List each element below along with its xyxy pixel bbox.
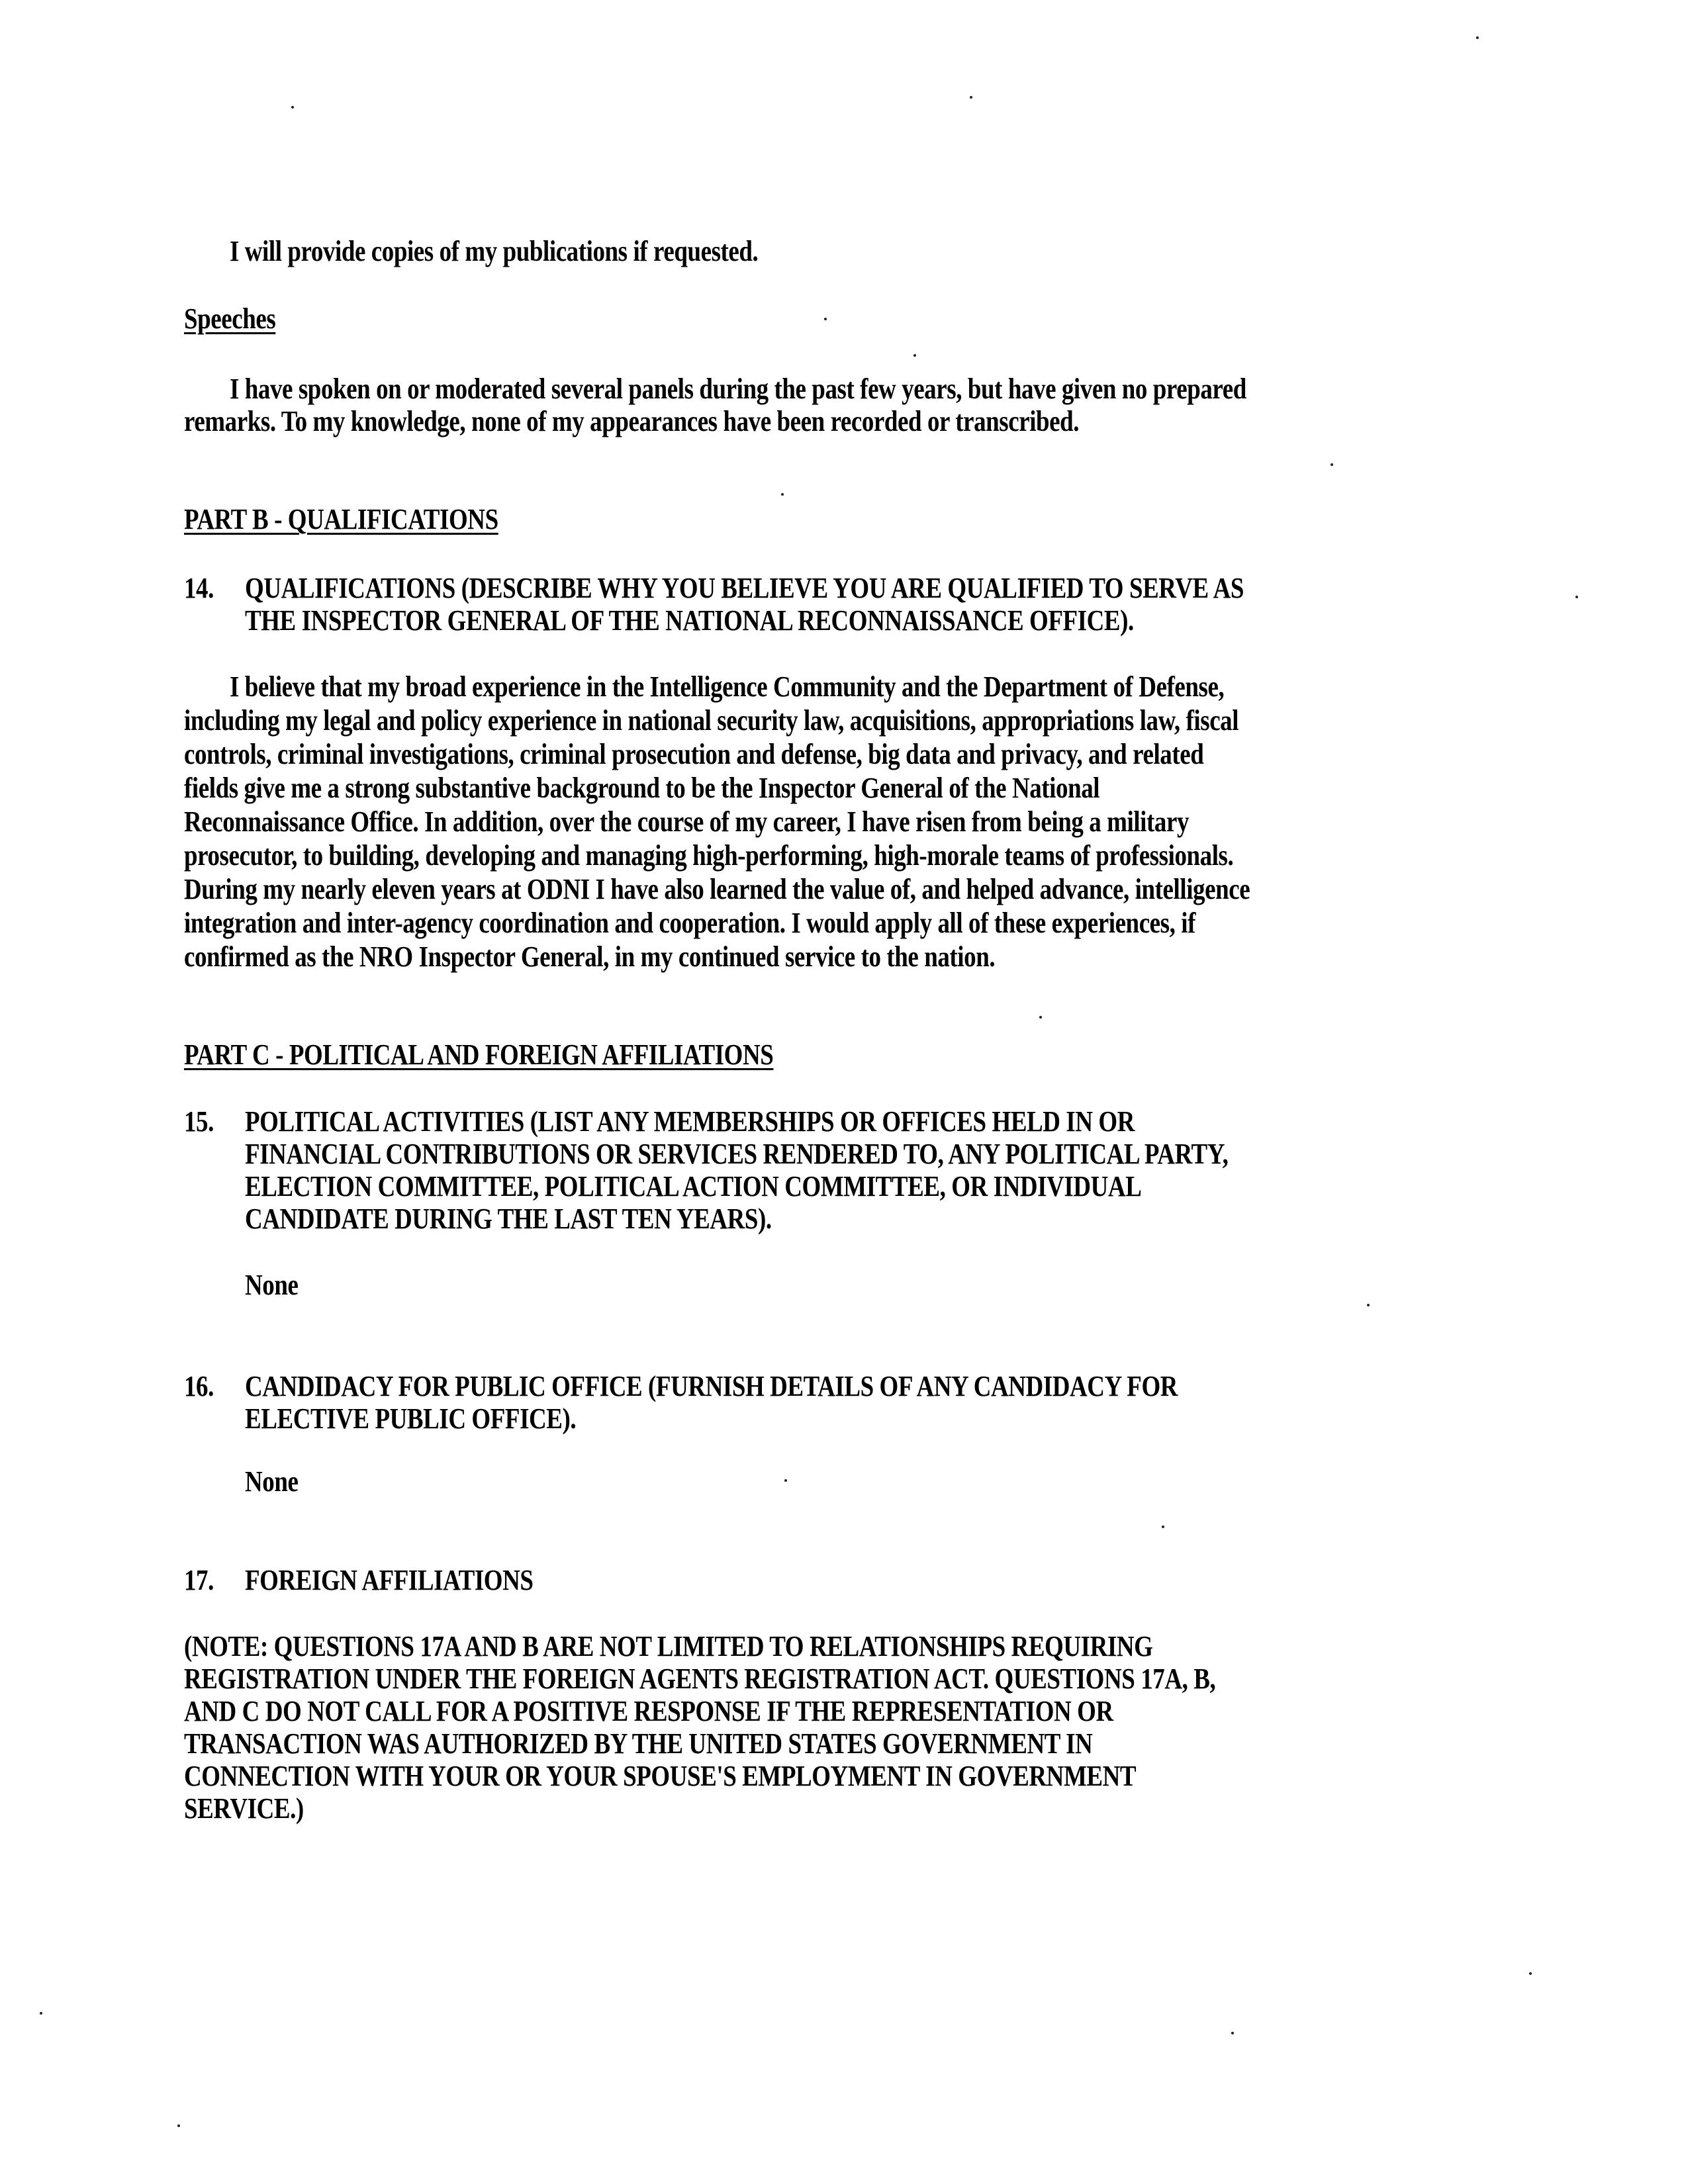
q17-note-line: (NOTE: QUESTIONS 17A AND B ARE NOT LIMITED TO RELATIONSHIPS REQUIRING [184,1630,1153,1662]
scan-speck [1575,596,1578,598]
speeches-heading: Speeches [184,302,276,335]
part-c-heading: PART C - POLITICAL AND FOREIGN AFFILIATIONS [184,1038,774,1071]
q16-question-line: CANDIDACY FOR PUBLIC OFFICE (FURNISH DETAILS OF ANY CANDIDACY FOR [245,1370,1178,1402]
q15-question-line: POLITICAL ACTIVITIES (LIST ANY MEMBERSHIPS OR OFFICES HELD IN OR [245,1105,1135,1138]
q15-question-line: FINANCIAL CONTRIBUTIONS OR SERVICES RENDERED TO, ANY POLITICAL PARTY, [245,1138,1229,1170]
q14-question-line: QUALIFICATIONS (DESCRIBE WHY YOU BELIEVE YOU ARE QUALIFIED TO SERVE AS [245,572,1244,604]
q17-number: 17. [184,1564,214,1596]
publications-note: I will provide copies of my publications if requested. [230,235,759,267]
scan-speck [291,106,294,109]
scan-speck [1476,36,1479,39]
q15-question-line: CANDIDATE DURING THE LAST TEN YEARS). [245,1203,772,1235]
q14-question-line: THE INSPECTOR GENERAL OF THE NATIONAL RECONNAISSANCE OFFICE). [245,604,1134,637]
q17-title: FOREIGN AFFILIATIONS [245,1564,534,1596]
q15-answer: None [245,1269,299,1301]
q14-answer-line: During my nearly eleven years at ODNI I have also learned the value of, and helped advance, intelligence [184,873,1250,905]
q14-answer-line: prosecutor, to building, developing and managing high-performing, high-morale teams of professionals. [184,839,1234,872]
q17-note-line: REGISTRATION UNDER THE FOREIGN AGENTS REGISTRATION ACT. QUESTIONS 17A, B, [184,1662,1216,1695]
q14-answer-line: integration and inter-agency coordination and cooperation. I would apply all of these experiences, if [184,907,1196,939]
speeches-line: I have spoken on or moderated several panels during the past few years, but have given no prepared [230,373,1246,405]
q14-number: 14. [184,572,214,604]
q14-answer-line: including my legal and policy experience in national security law, acquisitions, appropriations law, fiscal [184,704,1239,737]
q17-note-line: SERVICE.) [184,1792,304,1825]
scan-speck [824,318,827,320]
q17-note-line: CONNECTION WITH YOUR OR YOUR SPOUSE'S EMPLOYMENT IN GOVERNMENT [184,1760,1137,1792]
scan-speck [1231,2032,1234,2034]
scan-speck [1331,463,1333,466]
q16-question-line: ELECTIVE PUBLIC OFFICE). [245,1402,577,1435]
q14-answer-line: Reconnaissance Office. In addition, over the course of my career, I have risen from being a military [184,805,1190,838]
scan-speck [913,354,916,357]
q14-answer-line: controls, criminal investigations, criminal prosecution and defense, big data and privacy, and related [184,738,1204,770]
q17-note-line: AND C DO NOT CALL FOR A POSITIVE RESPONSE IF THE REPRESENTATION OR [184,1695,1113,1727]
scan-speck [1162,1525,1164,1528]
q15-question-line: ELECTION COMMITTEE, POLITICAL ACTION COMMITTEE, OR INDIVIDUAL [245,1170,1142,1203]
scan-speck [781,493,784,496]
part-b-heading: PART B - QUALIFICATIONS [184,503,498,535]
scan-speck [177,2124,180,2127]
q14-answer-line: I believe that my broad experience in the Intelligence Community and the Department of Defense, [230,670,1225,703]
scan-speck [40,2012,42,2015]
scan-speck [970,96,972,99]
q16-number: 16. [184,1370,214,1402]
speeches-line: remarks. To my knowledge, none of my appearances have been recorded or transcribed. [184,405,1080,437]
q15-number: 15. [184,1105,214,1138]
scan-speck [784,1479,787,1482]
scan-speck [1529,1972,1532,1975]
q14-answer-line: confirmed as the NRO Inspector General, in my continued service to the nation. [184,940,996,973]
scan-speck [1367,1304,1370,1306]
q14-answer-line: fields give me a strong substantive background to be the Inspector General of the National [184,772,1100,804]
q16-answer: None [245,1465,299,1498]
scan-speck [1039,1016,1042,1019]
q17-note-line: TRANSACTION WAS AUTHORIZED BY THE UNITED STATES GOVERNMENT IN [184,1727,1093,1760]
